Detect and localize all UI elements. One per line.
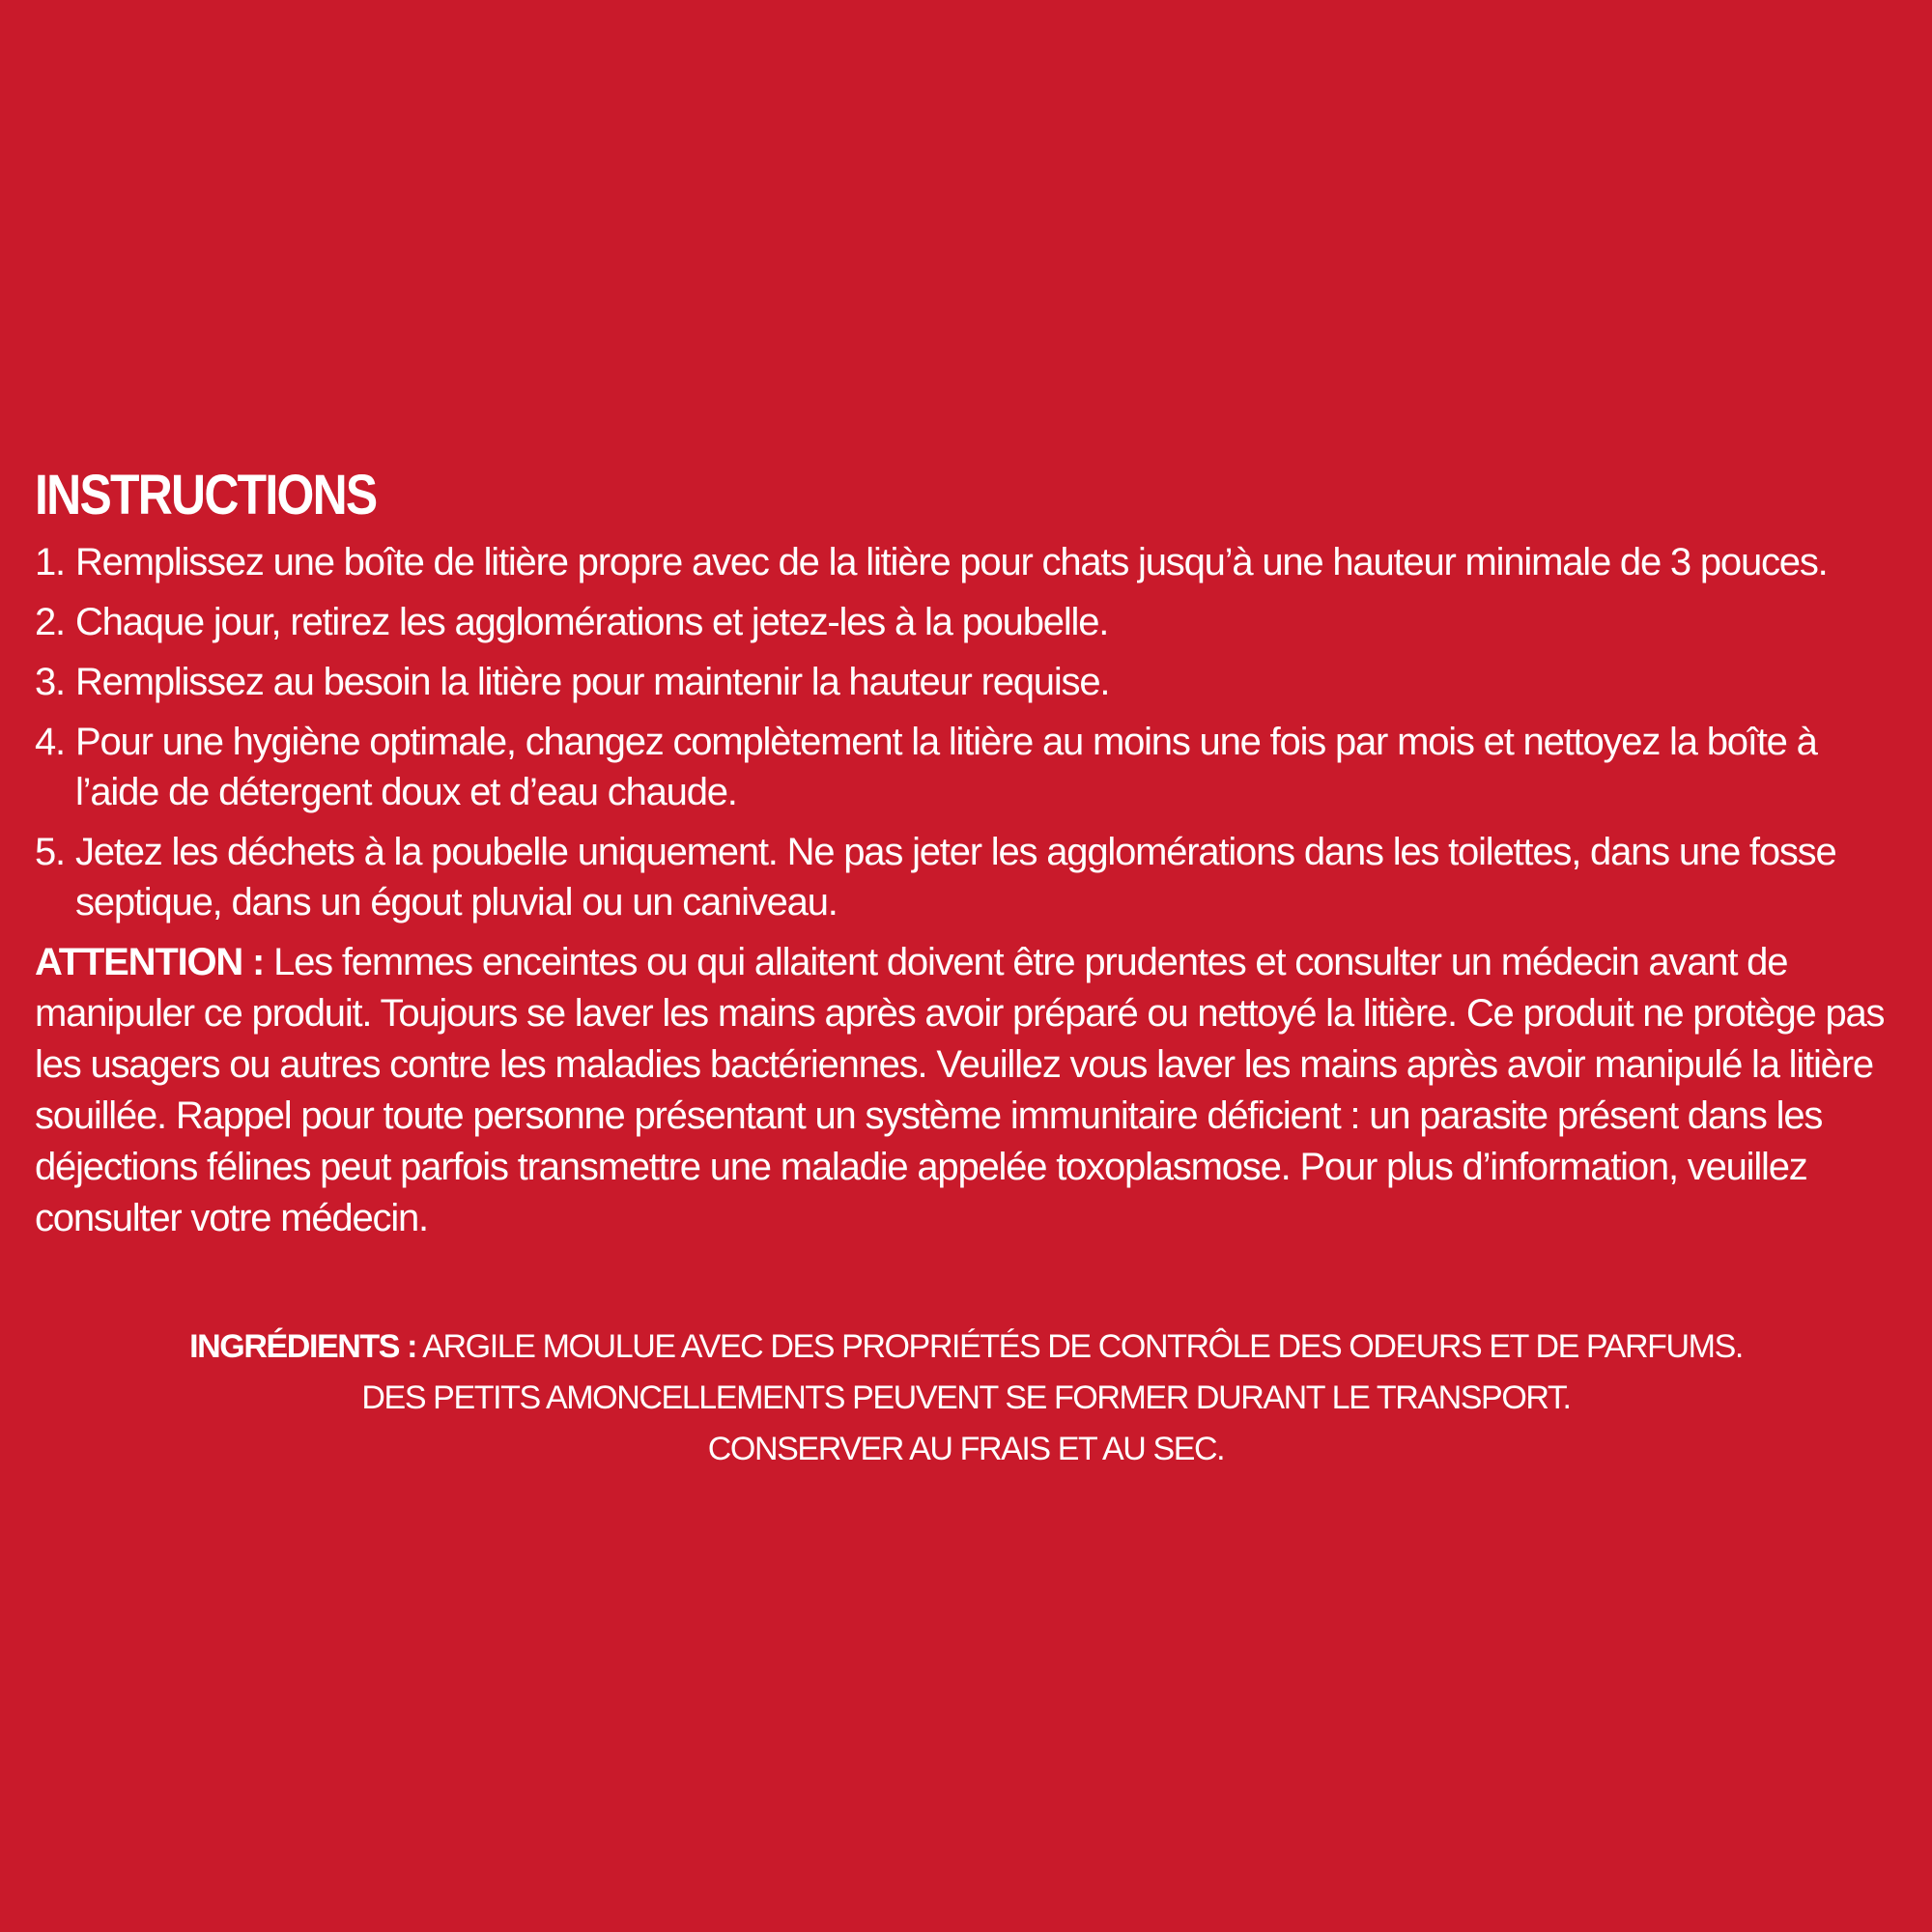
instruction-step-3 — [35, 657, 1901, 707]
instructions-list — [35, 537, 1901, 927]
instructions-panel — [35, 462, 1901, 1244]
instruction-step-2 — [35, 597, 1901, 647]
step-text: Remplissez au besoin la litière pour maintenir la hauteur requise. — [75, 661, 1110, 703]
step-text: Jetez les déchets à la poubelle uniquement. Ne pas jeter les agglomérations dans les toilettes, dans une fosse septique, dans un égout pluvial ou un caniveau. — [75, 831, 1836, 923]
ingredients-line — [0, 1321, 1932, 1373]
storage-note: CONSERVER AU FRAIS ET AU SEC. — [707, 1431, 1225, 1467]
attention-text: Les femmes enceintes ou qui allaitent doivent être prudentes et consulter un médecin avant de manipuler ce produit. Toujours se laver les mains après avoir préparé ou nettoyé la litière. Ce produit ne protège pas les usagers ou autres contre les maladies bactériennes. Veuillez vous laver les mains après avoir manipulé la litière souillée. Rappel pour toute personne présentant un système immunitaire déficient : un parasite présent dans les déjections félines peut parfois transmettre une maladie appelée toxoplasmose. Pour plus d’information, veuillez consulter votre médecin. — [35, 941, 1885, 1239]
instruction-step-1 — [35, 537, 1901, 587]
step-number: 1. — [35, 541, 65, 583]
instruction-step-5 — [35, 827, 1901, 927]
instructions-title: INSTRUCTIONS — [35, 464, 377, 526]
transport-note: DES PETITS AMONCELLEMENTS PEUVENT SE FORMER DURANT LE TRANSPORT. — [361, 1379, 1571, 1416]
instruction-step-4 — [35, 717, 1901, 817]
attention-warning — [35, 937, 1901, 1244]
step-number: 4. — [35, 721, 65, 763]
ingredients-text: ARGILE MOULUE AVEC DES PROPRIÉTÉS DE CONTRÔLE DES ODEURS ET DE PARFUMS. — [422, 1328, 1743, 1365]
step-text: Remplissez une boîte de litière propre avec de la litière pour chats jusqu’à une hauteur minimale de 3 pouces. — [75, 541, 1828, 583]
ingredients-block — [0, 1321, 1932, 1475]
step-text: Pour une hygiène optimale, changez complètement la litière au moins une fois par mois et nettoyez la boîte à l’aide de détergent doux et d’eau chaude. — [75, 721, 1817, 813]
ingredients-label: INGRÉDIENTS : — [189, 1328, 417, 1365]
step-number: 3. — [35, 661, 65, 703]
step-number: 2. — [35, 601, 65, 643]
step-text: Chaque jour, retirez les agglomérations et jetez-les à la poubelle. — [75, 601, 1109, 643]
step-number: 5. — [35, 831, 65, 873]
attention-label: ATTENTION : — [35, 941, 265, 983]
